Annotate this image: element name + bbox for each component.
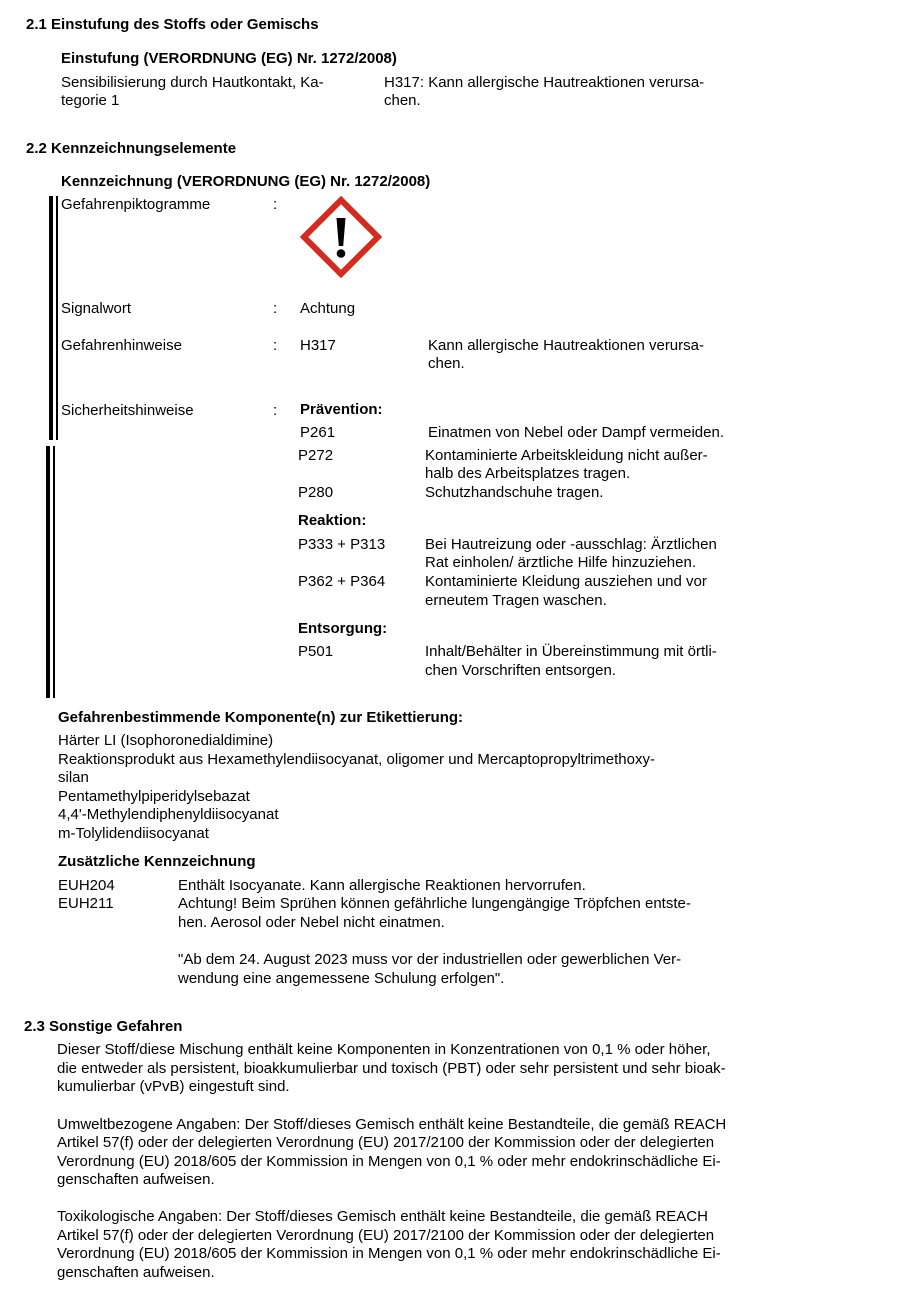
precautionary-statements-label: Sicherheitshinweise [61, 402, 194, 419]
classification-hazard-line-2: chen. [384, 92, 421, 109]
p333-text-line-2: Rat einholen/ ärztliche Hilfe hinzuziehen. [425, 554, 696, 571]
euh204-code: EUH204 [58, 877, 115, 894]
component-2-line-1: Reaktionsprodukt aus Hexamethylendiisocyanat, oligomer und Mercaptopropyltrimethoxy- [58, 751, 655, 768]
p362-text-line-2: erneutem Tragen waschen. [425, 592, 607, 609]
p333-code: P333 + P313 [298, 536, 386, 553]
p272-text-line-2: halb des Arbeitsplatzes tragen. [425, 465, 631, 482]
signal-word-label: Signalwort [61, 300, 132, 317]
euh211-text-line-2: hen. Aerosol oder Nebel nicht einatmen. [178, 914, 445, 931]
environmental-paragraph-line-1: Umweltbezogene Angaben: Der Stoff/dieses Gemisch enthält keine Bestandteile, die gemäß REACH [57, 1116, 727, 1133]
hazard-statements-colon: : [273, 337, 278, 354]
training-note-line-1: "Ab dem 24. August 2023 muss vor der industriellen oder gewerblichen Ver- [178, 951, 682, 968]
hazard-text-line-2: chen. [428, 355, 465, 372]
p501-text-line-1: Inhalt/Behälter in Übereinstimmung mit örtli- [425, 643, 717, 660]
section-2-2-heading: 2.2 Kennzeichnungselemente [26, 140, 237, 157]
environmental-paragraph-line-3: Verordnung (EU) 2018/605 der Kommission in Mengen von 0,1 % oder mehr endokrinschädliche Ei- [57, 1153, 721, 1170]
p333-text-line-1: Bei Hautreizung oder -ausschlag: Ärztlichen [425, 536, 717, 553]
prevention-heading: Prävention: [300, 401, 383, 418]
hazard-components-heading: Gefahrenbestimmende Komponente(n) zur Etikettierung: [58, 709, 464, 726]
additional-labelling-heading: Zusätzliche Kennzeichnung [58, 853, 256, 870]
pictogram-label: Gefahrenpiktogramme [61, 196, 211, 213]
p501-text-line-2: chen Vorschriften entsorgen. [425, 662, 616, 679]
signal-word-colon: : [273, 300, 278, 317]
revision-bar-thin-upper [56, 196, 58, 440]
hazard-text-line-1: Kann allergische Hautreaktionen verursa- [428, 337, 704, 354]
component-3: Pentamethylpiperidylsebazat [58, 788, 250, 805]
pbt-paragraph-line-2: die entweder als persistent, bioakkumulierbar und toxisch (PBT) oder sehr persistent und sehr bioak- [57, 1060, 726, 1077]
component-5: m-Tolylidendiisocyanat [58, 825, 209, 842]
p261-text: Einatmen von Nebel oder Dampf vermeiden. [428, 424, 724, 441]
revision-bar-thin-lower [53, 446, 55, 698]
section-2-3-heading: 2.3 Sonstige Gefahren [24, 1018, 183, 1035]
environmental-paragraph-line-2: Artikel 57(f) oder der delegierten Verordnung (EU) 2017/2100 der Kommission oder der delegierten [57, 1134, 715, 1151]
section-2-1-heading: 2.1 Einstufung des Stoffs oder Gemischs [26, 16, 319, 33]
toxicological-paragraph-line-2: Artikel 57(f) oder der delegierten Verordnung (EU) 2017/2100 der Kommission oder der delegierten [57, 1227, 715, 1244]
pictogram-colon: : [273, 196, 278, 213]
hazard-statements-label: Gefahrenhinweise [61, 337, 182, 354]
classification-hazard-line-1: H317: Kann allergische Hautreaktionen verursa- [384, 74, 705, 91]
classification-category-line-2: tegorie 1 [61, 92, 120, 109]
p280-text: Schutzhandschuhe tragen. [425, 484, 604, 501]
pbt-paragraph-line-3: kumulierbar (vPvB) eingestuft sind. [57, 1078, 290, 1095]
euh204-text: Enthält Isocyanate. Kann allergische Reaktionen hervorrufen. [178, 877, 586, 894]
p362-code: P362 + P364 [298, 573, 386, 590]
training-note-line-2: wendung eine angemessene Schulung erfolgen". [178, 970, 505, 987]
hazard-code: H317 [300, 337, 336, 354]
classification-subheading: Einstufung (VERORDNUNG (EG) Nr. 1272/2008) [61, 50, 397, 67]
euh211-text-line-1: Achtung! Beim Sprühen können gefährliche lungengängige Tröpfchen entste- [178, 895, 691, 912]
component-2-line-2: silan [58, 769, 89, 786]
p272-code: P272 [298, 447, 334, 464]
disposal-heading: Entsorgung: [298, 620, 388, 637]
revision-bar-thick-lower [46, 446, 50, 698]
revision-bar-thick-upper [49, 196, 53, 440]
precautionary-statements-colon: : [273, 402, 278, 419]
classification-category-line-1: Sensibilisierung durch Hautkontakt, Ka- [61, 74, 324, 91]
component-4: 4,4'-Methylendiphenyldiisocyanat [58, 806, 279, 823]
p362-text-line-1: Kontaminierte Kleidung ausziehen und vor [425, 573, 707, 590]
toxicological-paragraph-line-1: Toxikologische Angaben: Der Stoff/dieses Gemisch enthält keine Bestandteile, die gemäß REACH [57, 1208, 708, 1225]
p280-code: P280 [298, 484, 334, 501]
signal-word-value: Achtung [300, 300, 356, 317]
toxicological-paragraph-line-4: genschaften aufweisen. [57, 1264, 215, 1281]
component-1: Härter LI (Isophoronedialdimine) [58, 732, 274, 749]
pbt-paragraph-line-1: Dieser Stoff/diese Mischung enthält keine Komponenten in Konzentrationen von 0,1 % oder höher, [57, 1041, 711, 1058]
p272-text-line-1: Kontaminierte Arbeitskleidung nicht außer- [425, 447, 708, 464]
toxicological-paragraph-line-3: Verordnung (EU) 2018/605 der Kommission in Mengen von 0,1 % oder mehr endokrinschädliche Ei- [57, 1245, 721, 1262]
euh211-code: EUH211 [58, 895, 114, 912]
reaction-heading: Reaktion: [298, 512, 367, 529]
ghs07-exclamation-mark-icon [300, 196, 382, 278]
environmental-paragraph-line-4: genschaften aufweisen. [57, 1171, 215, 1188]
p501-code: P501 [298, 643, 334, 660]
p261-code: P261 [300, 424, 336, 441]
labelling-subheading: Kennzeichnung (VERORDNUNG (EG) Nr. 1272/2008) [61, 173, 431, 190]
